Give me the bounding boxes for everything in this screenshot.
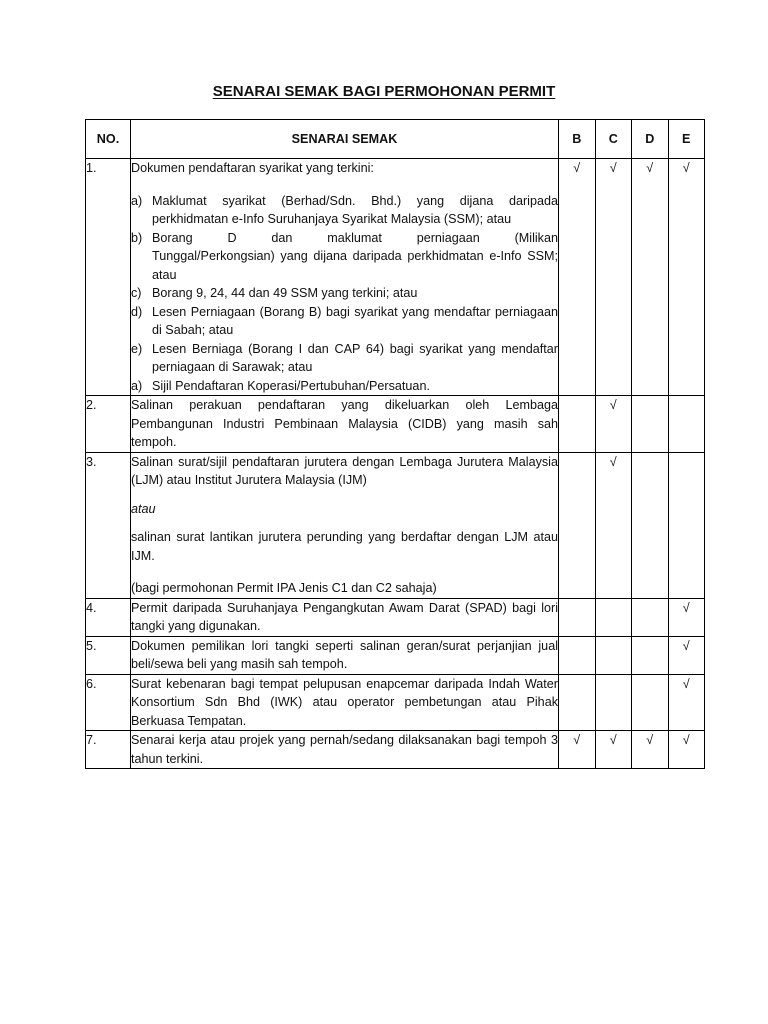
header-list: SENARAI SEMAK xyxy=(131,120,559,159)
list-item: d) Lesen Perniagaan (Borang B) bagi syarikat yang mendaftar perniagaan di Sabah; atau xyxy=(131,304,558,337)
list-item: b) Borang D dan maklumat perniagaan (Milikan Tunggal/Perkongsian) yang dijana daripada perkhidmatan e-Info SSM; atau xyxy=(131,230,558,282)
row-description: Permit daripada Suruhanjaya Pengangkutan Awam Darat (SPAD) bagi lori tangki yang digunakan. xyxy=(131,598,559,636)
check-c: √ xyxy=(595,731,632,769)
table-row xyxy=(86,674,705,731)
check-e: √ xyxy=(668,731,705,769)
row-text-2: salinan surat lantikan jurutera perunding yang berdaftar dengan LJM atau IJM. xyxy=(131,530,558,563)
header-d: D xyxy=(632,120,669,159)
check-b: √ xyxy=(559,731,596,769)
check-b: √ xyxy=(559,159,596,396)
table-row xyxy=(86,396,705,453)
check-e: √ xyxy=(668,636,705,674)
document-title: SENARAI SEMAK BAGI PERMOHONAN PERMIT xyxy=(212,83,556,100)
check-b xyxy=(559,396,596,453)
list-item: e) Lesen Berniaga (Borang I dan CAP 64) bagi syarikat yang mendaftar perniagaan di Sarawak; atau xyxy=(131,341,558,374)
check-d xyxy=(632,674,669,731)
check-b xyxy=(559,598,596,636)
check-c: √ xyxy=(595,159,632,396)
row-description: Salinan perakuan pendaftaran yang dikeluarkan oleh Lembaga Pembangunan Industri Pembinaan Malaysia (CIDB) yang masih sah tempoh. xyxy=(131,396,559,453)
check-d xyxy=(632,636,669,674)
row-number: 3. xyxy=(86,452,131,598)
row-number: 5. xyxy=(86,636,131,674)
list-item: a) Sijil Pendaftaran Koperasi/Pertubuhan/Persatuan. xyxy=(131,378,430,393)
row-description: Surat kebenaran bagi tempat pelupusan enapcemar daripada Indah Water Konsortium Sdn Bhd (IWK) atau operator pembetungan atau Pihak Berkuasa Tempatan. xyxy=(131,674,559,731)
check-c xyxy=(595,598,632,636)
check-e: √ xyxy=(668,674,705,731)
list-item: c) Borang 9, 24, 44 dan 49 SSM yang terkini; atau xyxy=(131,286,418,300)
check-d xyxy=(632,598,669,636)
header-c: C xyxy=(595,120,632,159)
table-row xyxy=(86,636,705,674)
check-e xyxy=(668,396,705,453)
header-no: NO. xyxy=(86,120,131,159)
row-note: (bagi permohonan Permit IPA Jenis C1 dan C2 sahaja) xyxy=(131,581,437,595)
row-number: 7. xyxy=(86,731,131,769)
header-e: E xyxy=(668,120,705,159)
row-number: 2. xyxy=(86,396,131,453)
check-c: √ xyxy=(595,452,632,598)
check-e xyxy=(668,452,705,598)
check-d: √ xyxy=(632,731,669,769)
row-number: 1. xyxy=(86,159,131,396)
check-d xyxy=(632,452,669,598)
row-description xyxy=(131,159,559,396)
check-d xyxy=(632,396,669,453)
row-number: 6. xyxy=(86,674,131,731)
row-number: 4. xyxy=(86,598,131,636)
checklist-table xyxy=(85,119,705,769)
check-c xyxy=(595,636,632,674)
row-intro: Dokumen pendaftaran syarikat yang terkini: xyxy=(131,161,374,175)
list-item: a) Maklumat syarikat (Berhad/Sdn. Bhd.) yang dijana daripada perkhidmatan e-Info Suruhanjaya Syarikat Malaysia (SSM); atau xyxy=(131,193,558,226)
header-row xyxy=(86,120,705,159)
check-d: √ xyxy=(632,159,669,396)
row-description xyxy=(131,452,559,598)
row-or: atau xyxy=(131,501,156,516)
check-b xyxy=(559,636,596,674)
check-c xyxy=(595,674,632,731)
check-e: √ xyxy=(668,159,705,396)
table-row xyxy=(86,159,705,396)
check-c: √ xyxy=(595,396,632,453)
row-text: Salinan surat/sijil pendaftaran jurutera dengan Lembaga Jurutera Malaysia (LJM) atau Institut Jurutera Malaysia (IJM) xyxy=(131,454,558,487)
header-b: B xyxy=(559,120,596,159)
row-description: Dokumen pemilikan lori tangki seperti salinan geran/surat perjanjian jual beli/sewa beli yang masih sah tempoh. xyxy=(131,636,559,674)
check-b xyxy=(559,452,596,598)
check-e: √ xyxy=(668,598,705,636)
check-b xyxy=(559,674,596,731)
row-description: Senarai kerja atau projek yang pernah/sedang dilaksanakan bagi tempoh 3 tahun terkini. xyxy=(131,731,559,769)
table-row xyxy=(86,598,705,636)
table-row xyxy=(86,731,705,769)
table-row xyxy=(86,452,705,598)
